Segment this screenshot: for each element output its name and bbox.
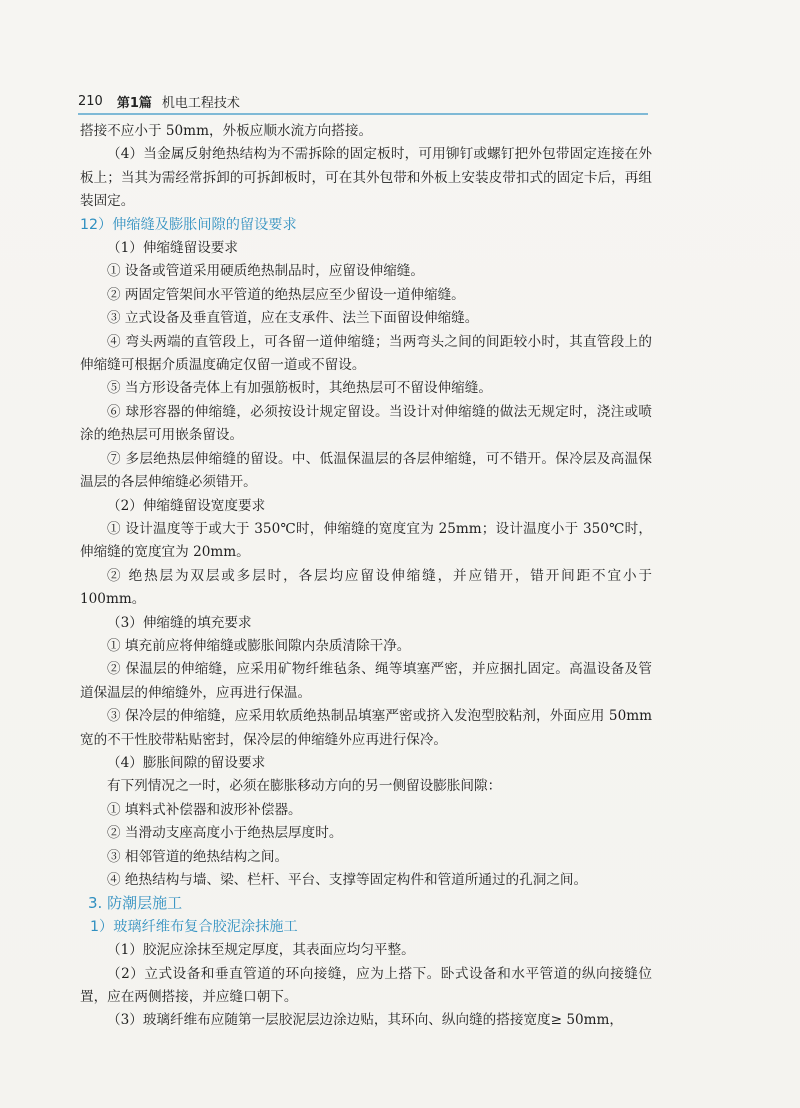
list-item: ② 保温层的伸缩缝，应采用矿物纤维毡条、绳等填塞严密，并应捆扎固定。高温设备及管道保温层的伸缩缝外，应再进行保温。 [80,661,652,701]
list-item: ⑤ 当方形设备壳体上有加强筋板时，其绝热层可不留设伸缩缝。 [107,380,492,397]
list-item: ⑥ 球形容器的伸缩缝，必须按设计规定留设。当设计对伸缩缝的做法无规定时，浇注或喷涂的绝热层可用嵌条留设。 [80,403,652,444]
subheading: （1）伸缩缝留设要求 [107,240,238,257]
list-item: （1）胶泥应涂抹至规定厚度，其表面应均匀平整。 [107,942,415,959]
list-item: ① 填充前应将伸缩缝或膨胀间隙内杂质清除干净。 [107,637,411,654]
body-text [80,120,652,1033]
paragraph: 有下列情况之一时，必须在膨胀移动方向的另一侧留设膨胀间隙： [107,778,502,795]
list-item: ② 两固定管架间水平管道的绝热层应至少留设一道伸缩缝。 [107,286,465,303]
running-header [78,90,648,112]
list-item: ③ 立式设备及垂直管道，应在支承件、法兰下面留设伸缩缝。 [107,310,479,327]
paragraph: 搭接不应小于 50mm，外板应顺水流方向搭接。 [80,123,373,139]
chapter-label: 第1篇 [116,95,152,111]
section-heading: 12）伸缩缝及膨胀间隙的留设要求 [80,216,297,233]
header-rule [78,113,648,115]
list-item: ① 设计温度等于或大于 350℃时，伸缩缝的宽度宜为 25mm；设计温度小于 350℃时，伸缩缝的宽度宜为 20mm。 [80,520,652,561]
list-item: （2）立式设备和垂直管道的环向接缝，应为上搭下。卧式设备和水平管道的纵向接缝位置，应在两侧搭接，并应缝口朝下。 [80,965,652,1006]
chapter-title: 机电工程技术 [161,95,240,111]
list-item: ① 填料式补偿器和波形补偿器。 [107,801,302,818]
page-number: 210 [78,93,103,109]
section-heading: 1）玻璃纤维布复合胶泥涂抹施工 [90,918,298,935]
list-item: ② 绝热层为双层或多层时，各层均应留设伸缩缝，并应错开，错开间距不宜小于100mm。 [80,567,652,608]
subheading: （3）伸缩缝的填充要求 [107,614,252,631]
list-item: （3）玻璃纤维布应随第一层胶泥层边涂边贴，其环向、纵向缝的搭接宽度≥ 50mm， [107,1012,624,1029]
subheading: （2）伸缩缝留设宽度要求 [107,497,266,514]
subheading: （4）膨胀间隙的留设要求 [107,754,266,771]
section-heading: 3. 防潮层施工 [88,894,183,913]
list-item: ② 当滑动支座高度小于绝热层厚度时。 [107,825,343,842]
paragraph: （4）当金属反射绝热结构为不需拆除的固定板时，可用铆钉或螺钉把外包带固定连接在外板上；当其为需经常拆卸的可拆卸板时，可在其外包带和外板上安装皮带扣式的固定卡后，再组装固定。 [80,146,652,210]
list-item: ④ 弯头两端的直管段上，可各留一道伸缩缝；当两弯头之间的间距较小时，其直管段上的伸缩缝可根据介质温度确定仅留一道或不留设。 [80,333,652,374]
list-item: ③ 保冷层的伸缩缝，应采用软质绝热制品填塞严密或挤入发泡型胶粘剂，外面应用 50mm 宽的不干性胶带粘贴密封，保冷层的伸缩缝外应再进行保冷。 [80,708,652,748]
list-item: ③ 相邻管道的绝热结构之间。 [107,848,289,865]
list-item: ⑦ 多层绝热层伸缩缝的留设。中、低温保温层的各层伸缩缝，可不错开。保冷层及高温保温层的各层伸缩缝必须错开。 [80,450,652,491]
list-item: ④ 绝热结构与墙、梁、栏杆、平台、支撑等固定构件和管道所通过的孔洞之间。 [107,872,588,888]
list-item: ① 设备或管道采用硬质绝热制品时，应留设伸缩缝。 [107,263,424,280]
